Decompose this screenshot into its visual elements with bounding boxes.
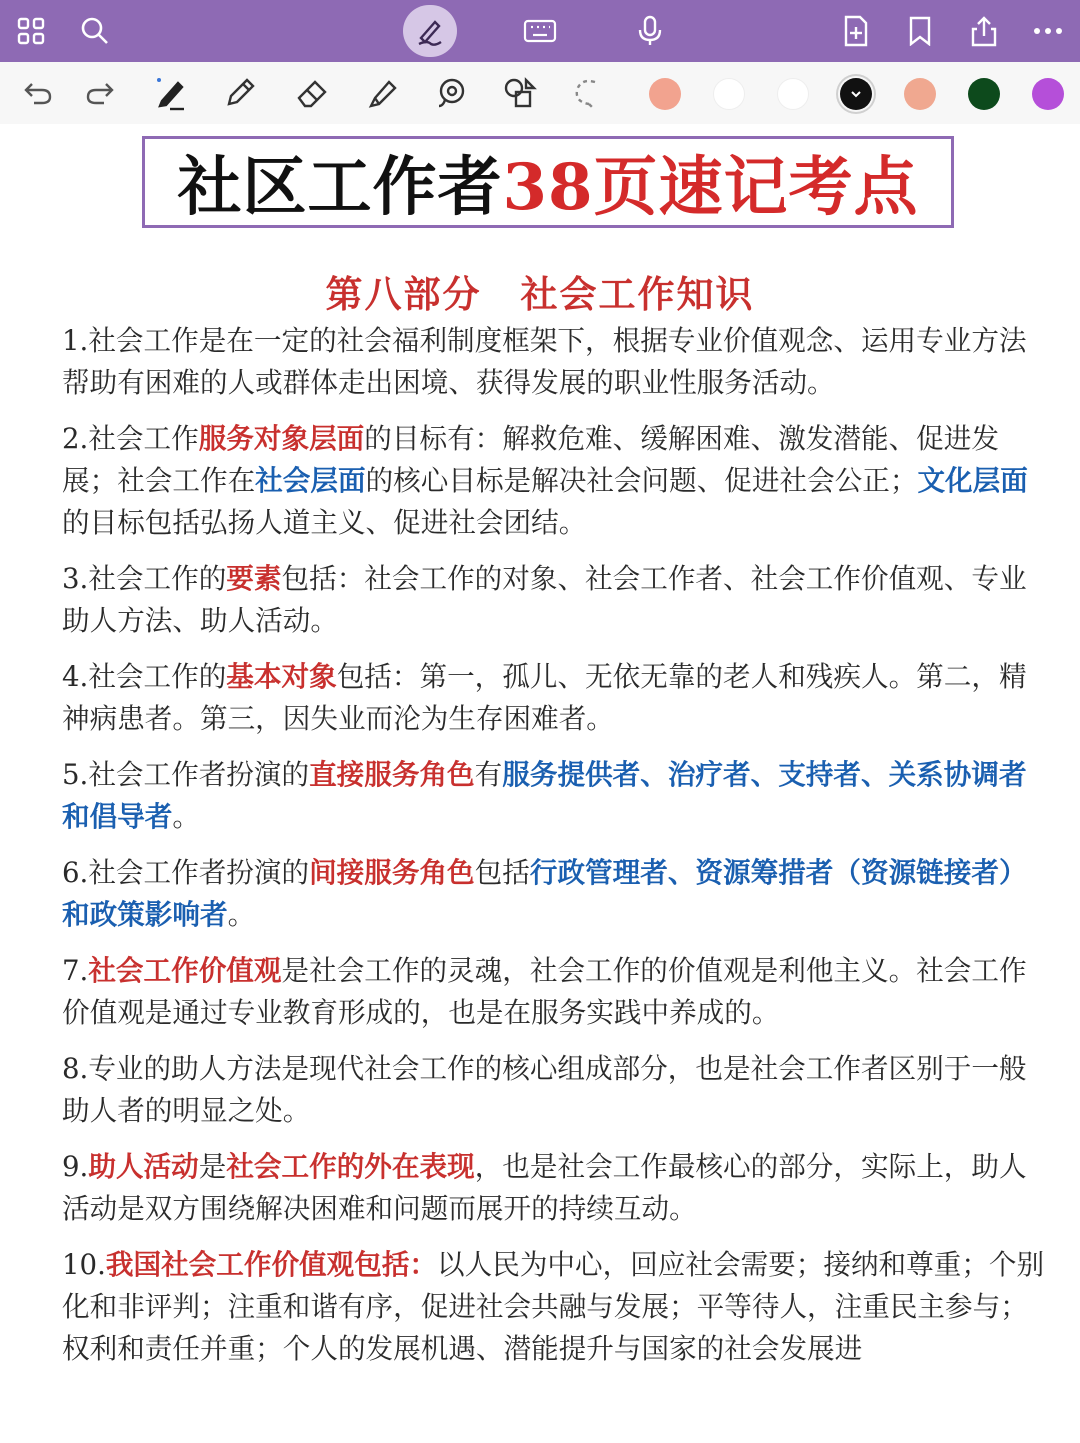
paragraph-text: 10. bbox=[62, 1248, 106, 1281]
title-red-text: 38页速记考点 bbox=[502, 150, 919, 225]
paragraph-text: 是社会工作的灵魂，社会工作的价值观是利他主义。社会工作价值观是通过专业教育形成的，也是在服务实践中养成的。 bbox=[62, 954, 1027, 1029]
highlighter-icon[interactable] bbox=[362, 73, 402, 113]
highlighted-term: 助人活动 bbox=[88, 1150, 199, 1183]
grid-icon[interactable] bbox=[10, 10, 52, 52]
paragraph-text: 包括：第一，孤儿、无依无靠的老人和残疾人。第二，精神病患者。第三，因失业而沦为生存困难者。 bbox=[62, 660, 1027, 735]
paragraph-text: 8.专业的助人方法是现代社会工作的核心组成部分，也是社会工作者区别于一般助人者的明显之处。 bbox=[62, 1052, 1027, 1127]
paragraph-text: 9. bbox=[62, 1150, 89, 1183]
highlighted-term: 直接服务角色 bbox=[309, 758, 475, 791]
paragraph-text: 2.社会工作 bbox=[62, 422, 199, 455]
paragraph-text: 的目标包括弘扬人道主义、促进社会团结。 bbox=[62, 506, 587, 539]
lasso-icon[interactable] bbox=[432, 73, 472, 113]
keyboard-icon[interactable] bbox=[519, 10, 561, 52]
eraser-icon[interactable] bbox=[292, 73, 332, 113]
note-paragraph bbox=[62, 950, 1046, 1034]
color-swatch-white[interactable] bbox=[713, 78, 745, 110]
note-paragraph bbox=[62, 754, 1046, 838]
highlighted-term: 社会工作价值观 bbox=[88, 954, 282, 987]
paragraph-text: 6.社会工作者扮演的 bbox=[62, 856, 310, 889]
paragraph-text: 4.社会工作的 bbox=[62, 660, 227, 693]
shapes-icon[interactable] bbox=[500, 73, 540, 113]
more-icon[interactable] bbox=[1027, 10, 1069, 52]
note-paragraph bbox=[62, 418, 1046, 544]
highlighted-term: 社会层面 bbox=[255, 464, 366, 497]
note-paragraph bbox=[62, 1146, 1046, 1230]
highlighted-term: 服务提供者、治疗者、支持者、关系协调者和倡导者 bbox=[62, 758, 1027, 833]
highlighted-term: 社会工作的外在表现 bbox=[226, 1150, 475, 1183]
microphone-icon[interactable] bbox=[629, 10, 671, 52]
chevron-down-icon bbox=[849, 89, 863, 99]
highlighted-term: 文化层面 bbox=[917, 464, 1028, 497]
paragraph-text: 的核心目标是解决社会问题、促进社会公正； bbox=[365, 464, 918, 497]
pen-tool-icon[interactable] bbox=[150, 73, 190, 113]
paragraph-text: 的目标有：解救危难、缓解困难、激发潜能、促进发展；社会工作在 bbox=[62, 422, 999, 497]
paragraph-text: 包括 bbox=[474, 856, 530, 889]
color-swatch-dark-green[interactable] bbox=[968, 78, 1000, 110]
color-swatch-purple[interactable] bbox=[1032, 78, 1064, 110]
paragraph-text: 1.社会工作是在一定的社会福利制度框架下，根据专业价值观念、运用专业方法帮助有困难的人或群体走出困境、获得发展的职业性服务活动。 bbox=[62, 324, 1027, 399]
color-swatch-salmon[interactable] bbox=[649, 78, 681, 110]
note-page bbox=[0, 124, 1080, 1443]
redo-icon[interactable] bbox=[80, 73, 120, 113]
title-black-text: 社区工作者 bbox=[177, 150, 503, 225]
page-title bbox=[142, 136, 954, 228]
paragraph-text: 以人民为中心，回应社会需要；接纳和尊重；个别化和非评判；注重和谐有序，促进社会共融与发展；平等待人，注重民主参与；权利和责任并重；个人的发展机遇、潜能提升与国家的社会发展进 bbox=[62, 1248, 1045, 1365]
color-swatch-white-2[interactable] bbox=[777, 78, 809, 110]
color-swatch-black-selected[interactable] bbox=[840, 78, 872, 110]
paragraph-text: ，也是社会工作最核心的部分，实际上，助人活动是双方围绕解决困难和问题而展开的持续互动。 bbox=[62, 1150, 1027, 1225]
selection-icon[interactable] bbox=[568, 73, 608, 113]
paragraph-text: 3.社会工作的 bbox=[62, 562, 227, 595]
highlighted-term: 基本对象 bbox=[226, 660, 337, 693]
paragraph-text: 7. bbox=[62, 954, 89, 987]
notes-content bbox=[62, 320, 1046, 1384]
highlighted-term: 要素 bbox=[226, 562, 282, 595]
paragraph-text: 包括：社会工作的对象、社会工作者、社会工作价值观、专业助人方法、助人活动。 bbox=[62, 562, 1027, 637]
note-paragraph bbox=[62, 656, 1046, 740]
pen-write-icon[interactable] bbox=[403, 5, 457, 57]
note-paragraph bbox=[62, 1048, 1046, 1132]
pencil-icon[interactable] bbox=[220, 73, 260, 113]
highlighted-term: 间接服务角色 bbox=[309, 856, 475, 889]
search-icon[interactable] bbox=[74, 10, 116, 52]
paragraph-text: 。 bbox=[227, 898, 256, 931]
note-paragraph bbox=[62, 852, 1046, 936]
section-heading: 第八部分 社会工作知识 bbox=[325, 272, 755, 316]
share-icon[interactable] bbox=[963, 10, 1005, 52]
paragraph-text: 是 bbox=[198, 1150, 227, 1183]
app-top-bar bbox=[0, 0, 1080, 62]
undo-icon[interactable] bbox=[18, 73, 58, 113]
highlighted-term: 行政管理者、资源筹措者（资源链接者）和政策影响者 bbox=[62, 856, 1027, 931]
note-paragraph bbox=[62, 558, 1046, 642]
highlighted-term: 服务对象层面 bbox=[198, 422, 365, 455]
add-page-icon[interactable] bbox=[835, 10, 877, 52]
highlighted-term: 我国社会工作价值观包括： bbox=[105, 1248, 438, 1281]
note-paragraph bbox=[62, 1244, 1046, 1370]
paragraph-text: 。 bbox=[172, 800, 200, 833]
paragraph-text: 5.社会工作者扮演的 bbox=[62, 758, 310, 791]
note-paragraph bbox=[62, 320, 1046, 404]
color-swatch-peach[interactable] bbox=[904, 78, 936, 110]
paragraph-text: 有 bbox=[474, 758, 503, 791]
bookmark-icon[interactable] bbox=[899, 10, 941, 52]
